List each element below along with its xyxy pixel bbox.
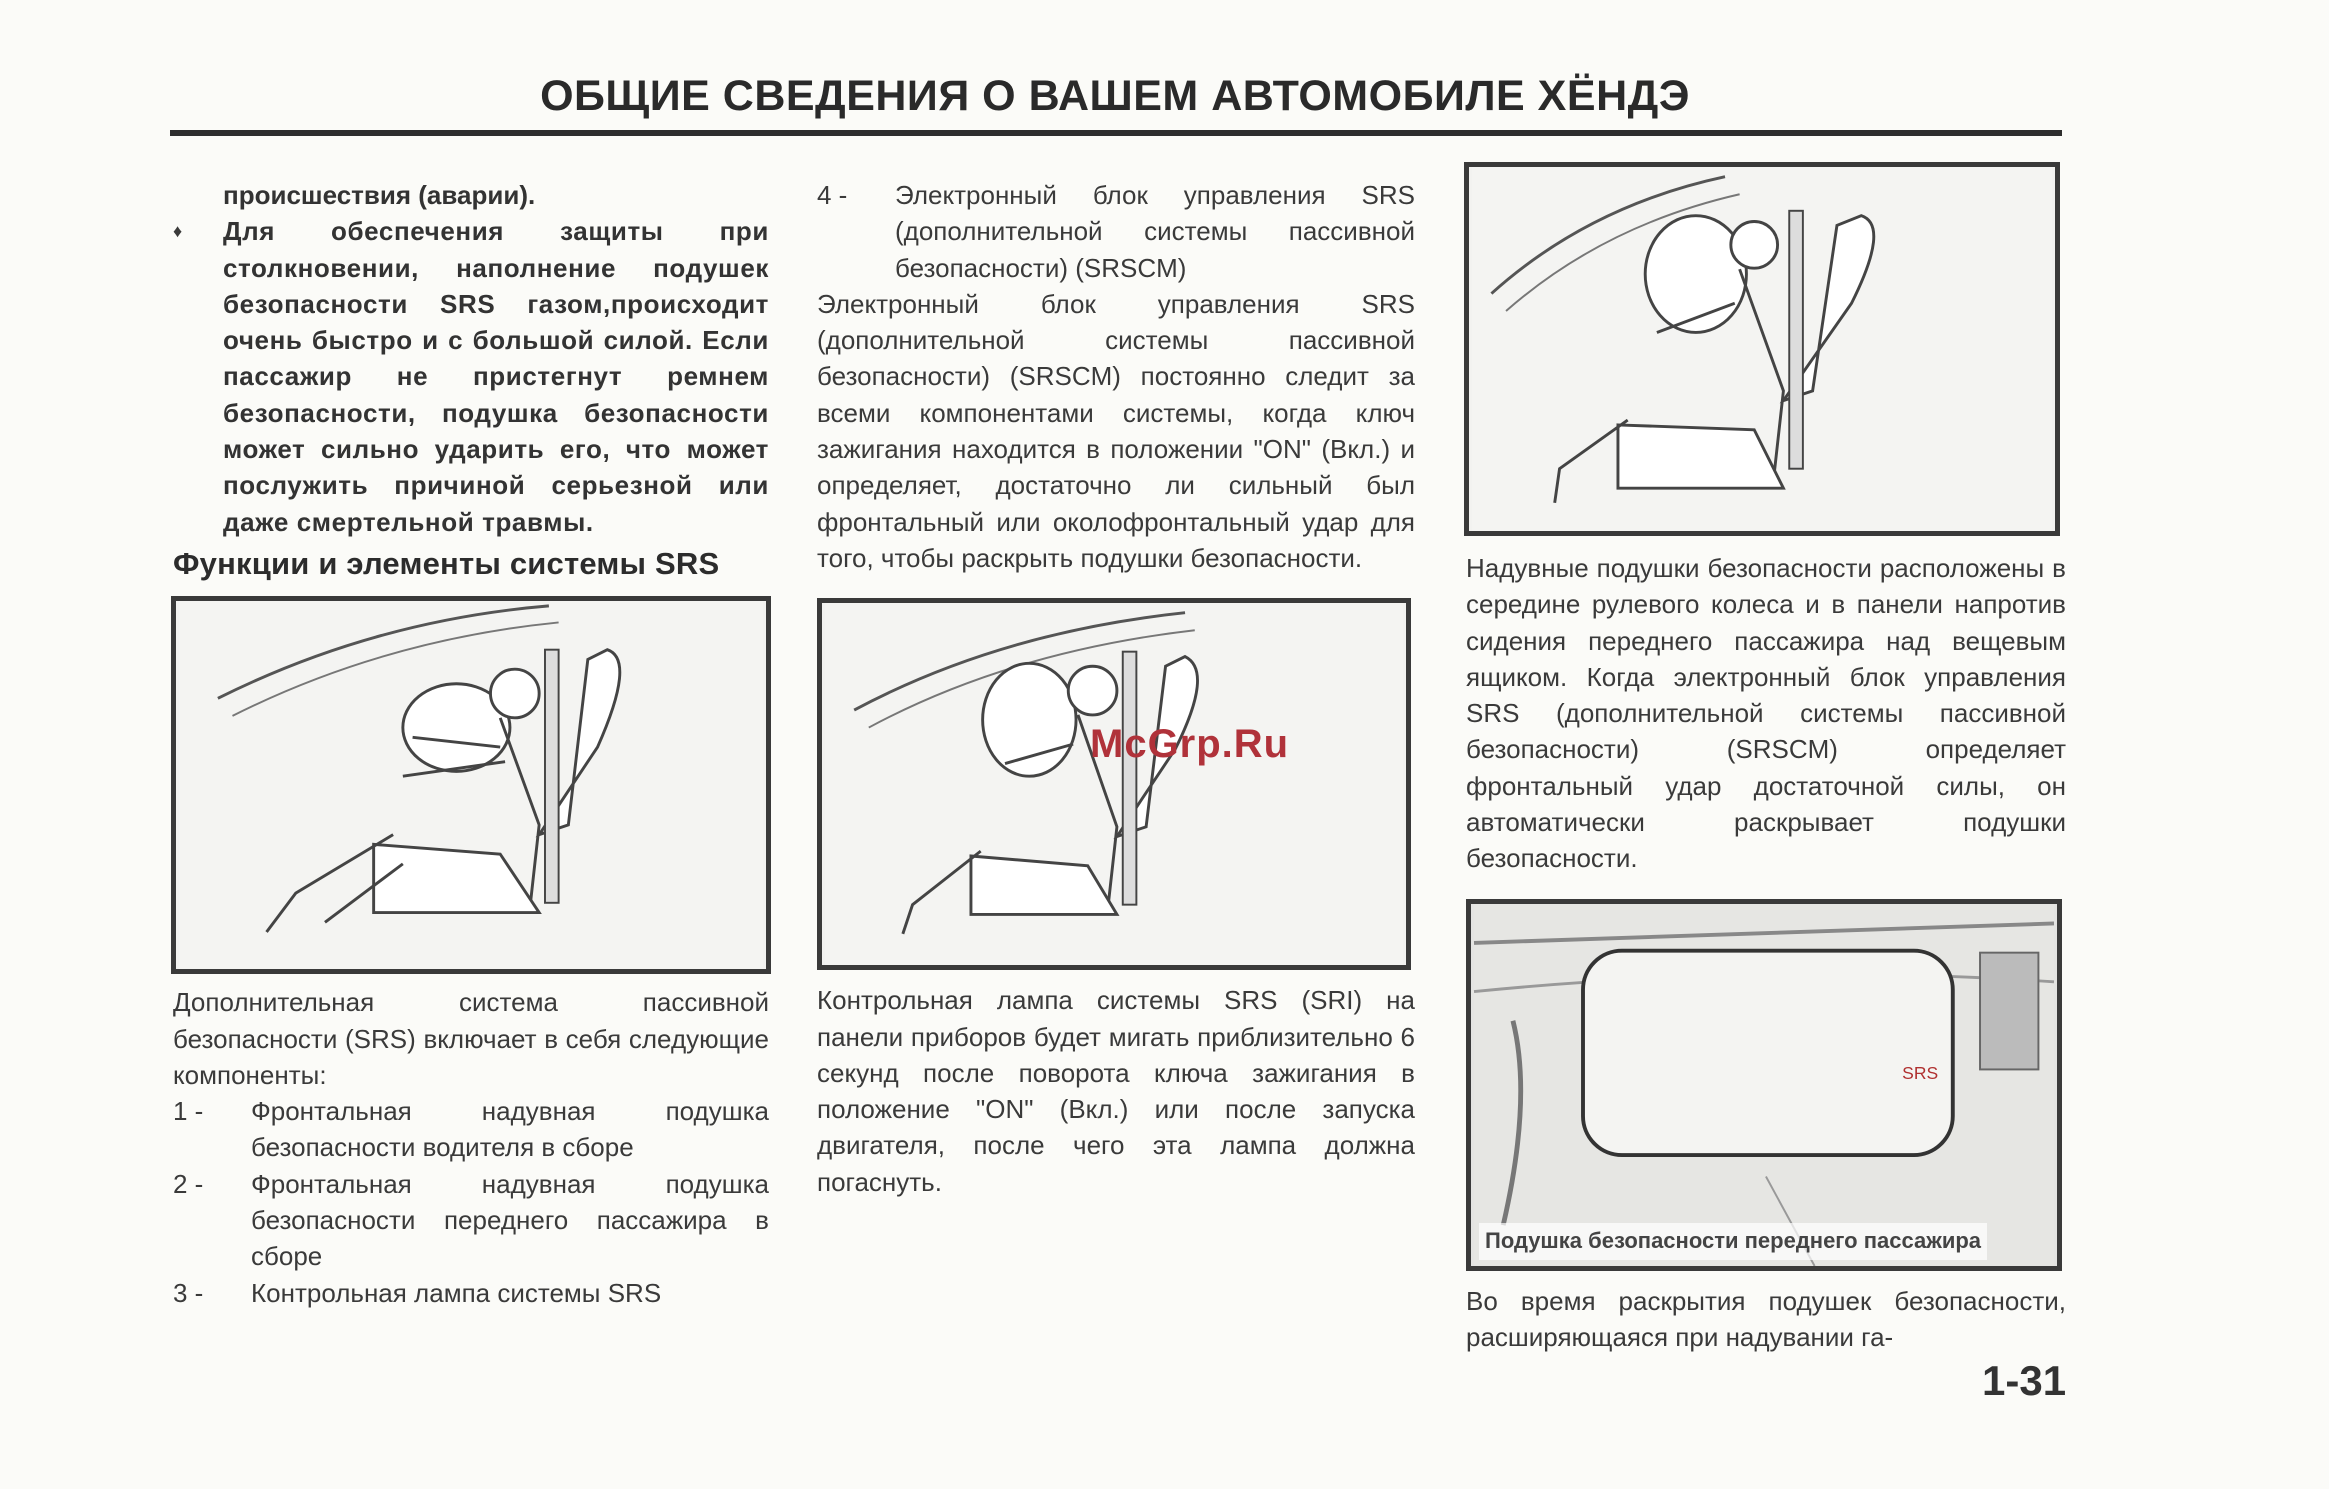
figure-seated-driver xyxy=(1464,162,2060,536)
page-number: 1-31 xyxy=(1982,1357,2067,1404)
figure-caption: Подушка безопасности переднего пассажира xyxy=(1479,1223,1987,1259)
component-item-3 xyxy=(173,1275,769,1311)
watermark-logo: McGrp.Ru xyxy=(1090,722,1290,766)
sri-lamp-description: Контрольная лампа системы SRS (SRI) на панели приборов будет мигать приблизительно 6 секунд после поворота ключа зажигания в положение "ON" (Вкл.) или после запуска двигателя, после чего эта лампа должна погаснуть. xyxy=(817,985,1415,1197)
component-item-1 xyxy=(173,1093,769,1166)
item-text: Фронтальная надувная подушка безопасности водителя в сборе xyxy=(251,1096,769,1163)
airbag-location-text: Надувные подушки безопасности расположены в середине рулевого колеса и в панели напротив сидения переднего пассажира над вещевым ящиком. Когда электронный блок управления SRS (дополнительной системы пассивной безопасности) (SRSCM) определяет фронтальный удар достаточной силы, он автоматически раскрывает подушки безопасности. xyxy=(1466,553,2066,874)
item-text: Контрольная лампа системы SRS xyxy=(251,1277,662,1308)
item-text: Фронтальная надувная подушка безопасности переднего пассажира в сборе xyxy=(251,1168,769,1272)
header-rule xyxy=(170,130,2062,136)
component-item-4 xyxy=(817,177,1415,286)
bullet-diamond-icon: ♦ xyxy=(173,221,183,242)
page-header-title: ОБЩИЕ СВЕДЕНИЯ О ВАШЕМ АВТОМОБИЛЕ ХЁНДЭ xyxy=(540,72,1690,120)
srscm-description: Электронный блок управления SRS (дополнительной системы пассивной безопасности) (SRSCM) постоянно следит за всеми компонентами системы, когда ключ зажигания находится в положении "ON" (Вкл.) и определяет, достаточно ли сильный был фронтальный или околофронтальный удар для того, чтобы раскрыть подушки безопасности. xyxy=(817,288,1415,573)
figure-passenger-airbag-panel xyxy=(1466,899,2062,1271)
item-number: 4 - xyxy=(817,180,848,210)
item-text: Электронный блок управления SRS (дополнительной системы пассивной безопасности) (SRSCM) xyxy=(895,180,1415,283)
warning-text: Для обеспечения защиты при столкновении, наполнение подушек безопасности SRS газом,происходит очень быстро и с большой силой. Если пассажир не пристегнут ремнем безопасности, подушка безопасности может сильно ударить его, что может послужить причиной серьезной или даже смертельной травмы. xyxy=(223,216,769,537)
srs-label: SRS xyxy=(1902,1062,1939,1083)
column-1 xyxy=(173,177,769,1311)
figure-driver-airbag xyxy=(171,596,771,974)
intro-text: происшествия (аварии). xyxy=(223,180,536,210)
passenger-airbag-illustration xyxy=(822,603,1406,965)
deployment-text: Во время раскрытия подушек безопасности, расширяющаяся при надувании га- xyxy=(1466,1285,2066,1352)
warning-bullet xyxy=(173,213,769,540)
figure-passenger-airbag-deploy xyxy=(817,598,1411,970)
srs-description: Дополнительная система пассивной безопасности (SRS) включает в себя следующие компоненты: xyxy=(173,987,769,1090)
item-number: 3 - xyxy=(173,1277,204,1308)
column-2 xyxy=(817,177,1415,1200)
column-3 xyxy=(1466,162,2066,1355)
dashboard-panel-illustration xyxy=(1471,904,2057,1266)
item-number: 2 - xyxy=(173,1168,204,1199)
seated-occupant-illustration xyxy=(1469,167,2055,531)
component-item-2 xyxy=(173,1166,769,1275)
section-heading: Функции и элементы системы SRS xyxy=(173,545,720,581)
item-number: 1 - xyxy=(173,1096,204,1127)
driver-airbag-illustration xyxy=(176,601,766,969)
